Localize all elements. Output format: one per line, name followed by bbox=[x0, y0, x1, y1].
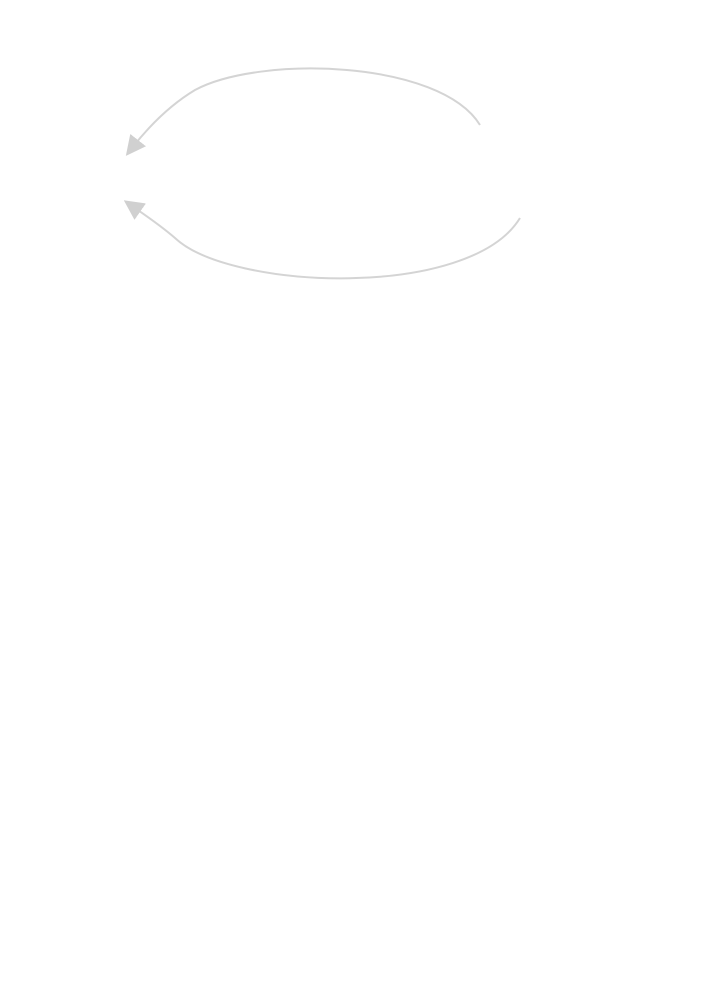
instructions-text bbox=[84, 536, 624, 546]
matchstick-triangles-puzzle bbox=[0, 0, 707, 460]
